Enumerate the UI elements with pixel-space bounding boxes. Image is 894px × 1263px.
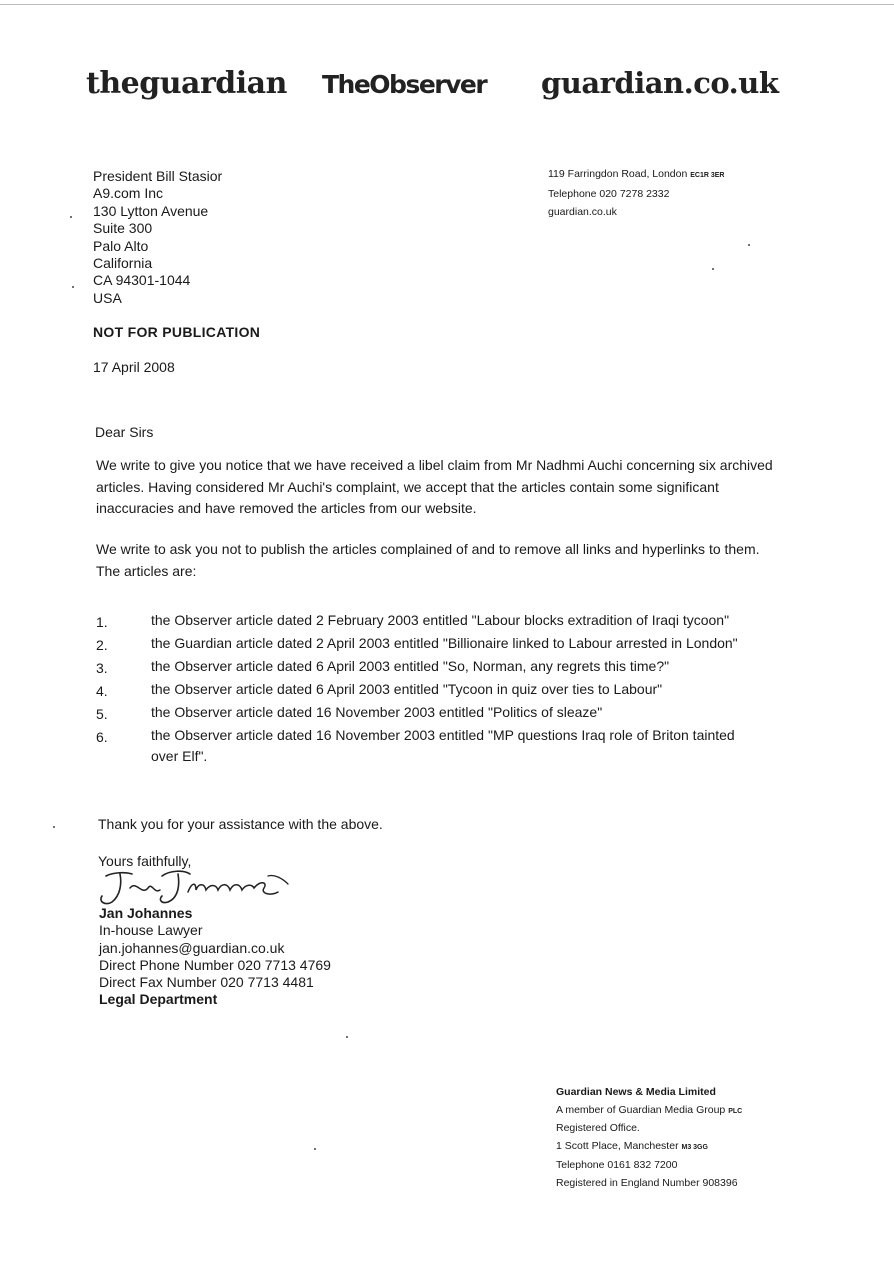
list-number: 2. xyxy=(96,637,108,653)
letter-date: 17 April 2008 xyxy=(93,359,175,375)
company-member: A member of Guardian Media Group xyxy=(556,1103,726,1116)
list-item xyxy=(96,679,796,702)
handwritten-signature xyxy=(92,866,312,908)
recipient-line: Palo Alto xyxy=(93,237,149,254)
salutation: Dear Sirs xyxy=(95,424,154,440)
list-text: the Observer article dated 16 November 2003 entitled "Politics of sleaze" xyxy=(151,704,603,720)
valediction: Yours faithfully, xyxy=(98,853,192,869)
recipient-line: 130 Lytton Avenue xyxy=(93,202,209,219)
company-registration: Registered in England Number 908396 xyxy=(556,1176,738,1189)
recipient-line: Suite 300 xyxy=(93,220,153,237)
company-address-line xyxy=(556,1138,742,1157)
scan-speck xyxy=(314,1148,316,1150)
list-item xyxy=(96,702,796,725)
company-registered-office: Registered Office. xyxy=(556,1122,640,1135)
recipient-line: California xyxy=(93,255,153,272)
company-member-line xyxy=(556,1102,742,1121)
scan-speck xyxy=(70,216,72,218)
list-number: 1. xyxy=(96,614,108,630)
scan-speck xyxy=(748,244,750,246)
request-paragraph: We write to ask you not to publish the articles complained of and to remove all links and hyperlinks to them. The articles are: xyxy=(96,541,760,579)
recipient-line: CA 94301-1044 xyxy=(93,272,191,289)
thanks-line: Thank you for your assistance with the above. xyxy=(98,816,383,832)
list-number: 5. xyxy=(96,706,108,722)
article-list xyxy=(96,610,796,767)
scan-speck xyxy=(72,286,74,288)
list-item xyxy=(96,656,796,679)
signatory-name: Jan Johannes xyxy=(99,905,193,921)
guardian-web-logo: guardian.co.uk xyxy=(541,66,779,100)
list-item xyxy=(96,633,796,656)
company-address: 1 Scott Place, Manchester xyxy=(556,1140,679,1153)
publication-marking: NOT FOR PUBLICATION xyxy=(93,324,261,340)
recipient-address xyxy=(93,168,222,307)
office-telephone: Telephone 020 7278 2332 xyxy=(548,188,670,200)
list-item xyxy=(96,725,796,767)
company-footer xyxy=(556,1084,742,1192)
observer-logo: TheObserver xyxy=(322,70,487,99)
company-member-suffix: PLC xyxy=(728,1107,743,1115)
sender-office-address xyxy=(548,165,724,221)
office-street: 119 Farringdon Road, London xyxy=(548,168,688,180)
scan-speck xyxy=(712,268,714,270)
recipient-line: USA xyxy=(93,289,122,306)
scan-speck xyxy=(346,1036,348,1038)
signatory-email: jan.johannes@guardian.co.uk xyxy=(99,939,285,956)
recipient-line: President Bill Stasior xyxy=(93,168,223,184)
scan-speck xyxy=(53,826,55,828)
guardian-logo: theguardian xyxy=(86,66,287,101)
list-text: the Guardian article dated 2 April 2003 entitled "Billionaire linked to Labour arrested in London" xyxy=(151,635,738,651)
list-number: 4. xyxy=(96,683,108,699)
list-number: 6. xyxy=(96,729,108,745)
signatory-department: Legal Department xyxy=(99,991,218,1008)
list-text: the Observer article dated 6 April 2003 entitled "Tycoon in quiz over ties to Labour" xyxy=(151,681,663,697)
signatory-fax: Direct Fax Number 020 7713 4481 xyxy=(99,974,314,991)
office-web: guardian.co.uk xyxy=(548,206,617,218)
list-item xyxy=(96,610,796,633)
office-address-line xyxy=(548,165,724,185)
office-postcode: EC1R 3ER xyxy=(690,172,725,179)
list-text: the Observer article dated 6 April 2003 entitled "So, Norman, any regrets this time?" xyxy=(151,658,670,674)
list-text: the Observer article dated 16 November 2003 entitled "MP questions Iraq role of Briton tainted over Elf". xyxy=(151,727,735,764)
company-telephone: Telephone 0161 832 7200 xyxy=(556,1158,678,1171)
company-postcode: M3 3GG xyxy=(681,1144,708,1152)
list-text: the Observer article dated 2 February 2003 entitled "Labour blocks extradition of Iraqi tycoon" xyxy=(151,612,730,628)
signatory-block xyxy=(99,905,331,1009)
signatory-title: In-house Lawyer xyxy=(99,922,203,939)
scan-edge-rule xyxy=(0,4,894,5)
company-name: Guardian News & Media Limited xyxy=(556,1086,716,1098)
notice-paragraph: We write to give you notice that we have received a libel claim from Mr Nadhmi Auchi concerning six archived articles. Having considered Mr Auchi's complaint, we accept that the articles contain some significant inaccuracies and have removed the articles from our website. xyxy=(96,457,773,516)
signatory-phone: Direct Phone Number 020 7713 4769 xyxy=(99,956,331,973)
list-number: 3. xyxy=(96,660,108,676)
recipient-line: A9.com Inc xyxy=(93,185,164,202)
